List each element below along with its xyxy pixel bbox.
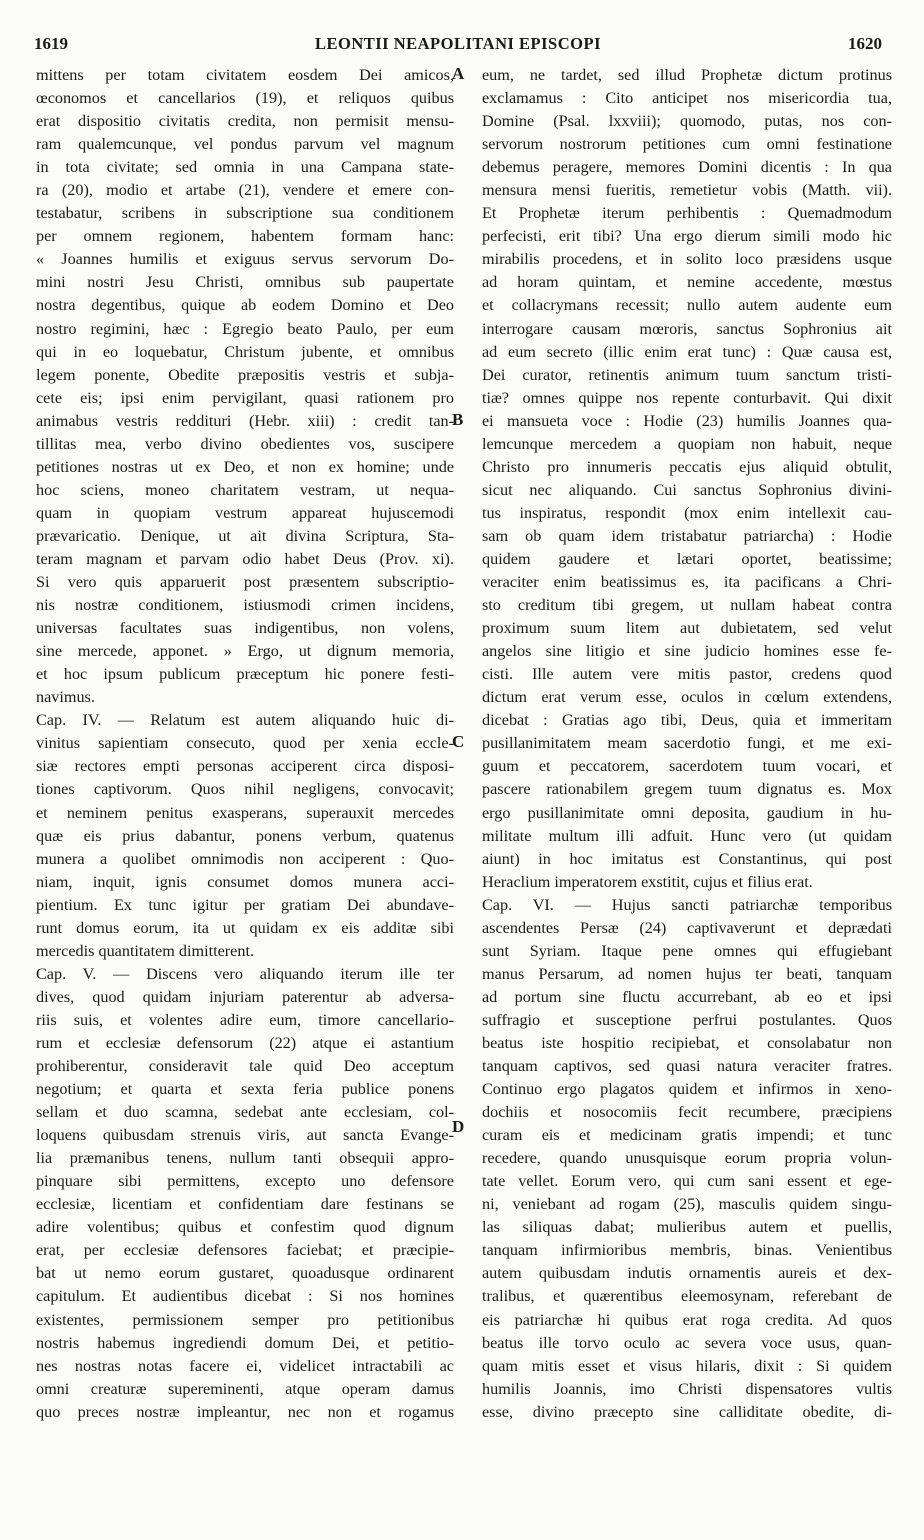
- text-line: quo preces nostræ impleantur, nec non et rogamus: [36, 1402, 454, 1421]
- text-line: quidem gaudere et lætari oportet, beatissime;: [482, 549, 892, 568]
- text-line: tiæ? omnes quippe nos repente conturbavit. Qui dixit: [482, 388, 892, 407]
- text-line: tralibus, et quærentibus eleemosynam, referebant de: [482, 1287, 892, 1306]
- text-line: qui in eo loquebatur, Christum jubente, et omnibus: [36, 342, 454, 361]
- text-line: munera a quolibet omnimodis non acciperent : Quo-: [36, 849, 454, 868]
- text-line: proximum suum litem aut dubietatem, sed velut: [482, 619, 892, 638]
- text-line: sine mercede, apponet. » Ergo, ut dignum memoria,: [36, 642, 454, 661]
- text-line: Heraclium imperatorem exstitit, cujus et filius erat.: [482, 872, 813, 891]
- text-line: ergo pusillanimitate omni deposita, gaudium in hu-: [482, 803, 892, 822]
- text-line: legem ponente, Obedite præpositis vestris et subja-: [36, 365, 454, 384]
- text-line: mercedis quantitatem dimitterent.: [36, 941, 255, 960]
- text-line: animabus vestris reddituri (Hebr. xiii) : credit tan-: [36, 411, 454, 430]
- text-line: testabatur, scribens in subscriptione sua conditionem: [36, 204, 454, 223]
- text-line: siæ rectores empti personas acciperent circa disposi-: [36, 757, 454, 776]
- text-line: dives, quod quidam injuriam paterentur ab adversa-: [36, 987, 454, 1006]
- text-line: ascendentes Persæ (24) captivaverunt et deprædati: [482, 918, 892, 937]
- text-line: Dei curator, retinentis animum tuum sanctum tristi-: [482, 365, 892, 384]
- margin-marker-b: B: [452, 410, 464, 429]
- text-line: autem quibusdam indutis ornamentis aureis et dex-: [482, 1264, 892, 1283]
- text-line: « Joannes humilis et exiguus servus servorum Do-: [36, 250, 454, 269]
- text-line: Cap. V. — Discens vero aliquando iterum ille ter: [36, 964, 454, 983]
- text-line: beatus iste hospitio recipiebat, et consolabatur non: [482, 1033, 892, 1052]
- text-line: cete eis; ipsi enim pervigilant, quasi rationem pro: [36, 388, 454, 407]
- text-line: sellam et duo scamna, sedebat ante ecclesiam, col-: [36, 1103, 454, 1122]
- text-line: exclamamus : Cito anticipet nos misericordia tua,: [482, 89, 892, 108]
- text-line: et collacrymans recessit; nullo autem audente eum: [482, 296, 892, 315]
- text-line: tillitas mea, verbo divino obedientes vos, suscipere: [36, 434, 454, 453]
- text-line: prohiberentur, consideravit tale quid Deo acceptum: [36, 1057, 454, 1076]
- text-line: et neminem penitus exasperans, superauxit mercedes: [36, 803, 454, 822]
- text-line: teram magnam et parvam odio habet Deus (Prov. xi).: [36, 549, 454, 568]
- text-line: dochiis et nosocomiis fecit recumbere, præcipiens: [482, 1103, 892, 1122]
- right-page-number: 1620: [848, 34, 882, 53]
- text-line: navimus.: [36, 688, 95, 707]
- text-line: quæ eis prius dabantur, ponens verbum, quatenus: [36, 826, 454, 845]
- text-line: rum et ecclesiæ defensorum (22) atque ei astantium: [36, 1033, 454, 1052]
- text-line: nis nostræ conditionem, istiusmodi crimen incidens,: [36, 596, 454, 615]
- text-line: Si vero quis apparuerit post præsentem subscriptio-: [36, 573, 454, 592]
- text-line: ad eum secreto (illic enim erat tunc) : Quæ causa est,: [482, 342, 892, 361]
- text-line: runt domus eorum, ita ut quidam ex eis additæ sibi: [36, 918, 454, 937]
- left-page-number: 1619: [34, 34, 68, 53]
- page-header: [34, 34, 882, 60]
- text-line: universas facultates suas indigentibus, non volens,: [36, 619, 454, 638]
- text-line: pusillanimitatem meam sacerdotio fungi, et me exi-: [482, 734, 892, 753]
- text-line: guum et peccatorem, sacerdotem tuum vocari, et: [482, 757, 892, 776]
- text-line: angelos sine litigio et sine judicio homines esse fe-: [482, 642, 892, 661]
- text-line: sto creditum tibi gregem, ut nullam habeat contra: [482, 596, 892, 615]
- text-line: petitiones nostras ut ex Deo, et non ex homine; unde: [36, 457, 454, 476]
- text-line: ni, veniebant ad rogam (25), masculis quidem singu-: [482, 1195, 892, 1214]
- text-line: vinitus sapientiam consecuto, quod per xenia eccle-: [36, 734, 454, 753]
- text-line: aiunt) in hoc imitatus est Constantinus, qui post: [482, 849, 892, 868]
- text-line: et hoc ipsum publicum præceptum hic ponere festi-: [36, 665, 454, 684]
- text-line: tanquam captivos, sed quasi natura veraciter fratres.: [482, 1057, 892, 1076]
- text-line: loquens quibusdam strenuis viris, aut sancta Evange-: [36, 1126, 454, 1145]
- text-line: in tota civitate; sed omnia in una Campana state-: [36, 158, 454, 177]
- margin-marker-a: A: [452, 64, 465, 83]
- text-line: lia præmanibus tenens, nullum tanti obsequii appro-: [36, 1149, 454, 1168]
- text-line: Christo pro innumeris peccatis ejus aliquid obtulit,: [482, 457, 892, 476]
- text-line: sicut nec aliquando. Cui sanctus Sophronius divini-: [482, 480, 892, 499]
- text-line: existentes, permissionem semper pro petitionibus: [36, 1310, 454, 1329]
- text-line: adire volentibus; quibus et confestim quod dignum: [36, 1218, 454, 1237]
- text-line: interrogare causam mœroris, sanctus Sophronius ait: [482, 319, 892, 338]
- text-line: hoc sciens, moneo charitatem vestram, ut nequa-: [36, 480, 454, 499]
- text-line: quam in quopiam vestrum appareat hujuscemodi: [36, 503, 454, 522]
- text-line: sunt Syriam. Itaque pene omnes qui effugiebant: [482, 941, 892, 960]
- text-line: Continuo ergo plagatos quidem et infirmos in xeno-: [482, 1080, 892, 1099]
- text-line: ram qualemcunque, vel pondus parvum vel magnum: [36, 135, 454, 154]
- text-line: ecclesiæ, licentiam et confidentiam dare festinans se: [36, 1195, 454, 1214]
- text-line: nostra degentibus, quique ab eodem Domino et Deo: [36, 296, 454, 315]
- text-line: dictum erat verum esse, oculos in cœlum extendens,: [482, 688, 892, 707]
- running-title: LEONTII NEAPOLITANI EPISCOPI: [314, 34, 601, 53]
- text-line: militate multum illi adfuit. Hunc vero (ut quidam: [482, 826, 892, 845]
- text-line: cisti. Ille autem vere mitis pastor, credens quod: [482, 665, 892, 684]
- text-line: mittens per totam civitatem eosdem Dei amicos,: [36, 66, 454, 84]
- text-line: prævaricatio. Denique, ut ait divina Scriptura, Sta-: [36, 526, 454, 545]
- text-line: humilis Joannis, imo Christi dispensatores vultis: [482, 1379, 892, 1398]
- text-line: pinquare sibi permittens, excepto uno defensore: [36, 1172, 454, 1191]
- text-line: erat, per ecclesiæ defensores faciebat; et præcipie-: [36, 1241, 454, 1260]
- text-line: nostris habemus ingrediendi domum Dei, et petitio-: [36, 1333, 454, 1352]
- text-line: mirabilis procedens, et in solito loco præsidens usque: [482, 250, 892, 269]
- text-line: ad horam quintam, et nemine accedente, mœstus: [482, 273, 892, 292]
- text-line: eis patriarchæ hi quibus erat roga credita. Ad quos: [482, 1310, 892, 1329]
- text-line: Cap. IV. — Relatum est autem aliquando huic di-: [36, 711, 454, 730]
- text-line: debemus peragere, memores Domini dicentis : In qua: [482, 158, 892, 177]
- text-line: tanquam infirmioribus membris, binas. Venientibus: [482, 1241, 892, 1260]
- text-line: beatus ille torvo oculo ac severa voce usus, quan-: [482, 1333, 892, 1352]
- text-line: Et Prophetæ iterum perhibentis : Quemadmodum: [482, 204, 892, 223]
- left-text-column: [36, 64, 454, 1424]
- text-line: pientium. Ex tunc igitur per gratiam Dei abundave-: [36, 895, 454, 914]
- text-line: nes nostras notas facere ei, videlicet intractabili ac: [36, 1356, 454, 1375]
- text-line: Domine (Psal. lxxviii); quomodo, putas, nos con-: [482, 112, 892, 131]
- text-line: servorum nostrorum petitiones cum omni festinatione: [482, 135, 892, 154]
- text-line: bat ut nemo eorum gustaret, quoadusque ordinarent: [36, 1264, 454, 1283]
- text-line: niam, inquit, ignis consumet domos munera acci-: [36, 872, 454, 891]
- text-line: ad portum sine fluctu accurrebant, ab eo et ipsi: [482, 987, 892, 1006]
- text-line: omni creaturæ supereminenti, atque operam damus: [36, 1379, 454, 1398]
- text-line: riis suis, et volentes adire eum, timore cancellario-: [36, 1010, 454, 1029]
- text-line: esse, divino præcepto sine calliditate obedite, di-: [482, 1402, 892, 1421]
- text-line: pascere rationabilem gregem tuum dignatus es. Mox: [482, 780, 892, 799]
- text-line: mensura mensi fueritis, remetietur vobis (Matth. vii).: [482, 181, 892, 200]
- text-line: dicebat : Gratias ago tibi, Deus, quia et immeritam: [482, 711, 892, 730]
- text-line: capitulum. Et audientibus dicebat : Si nos homines: [36, 1287, 454, 1306]
- text-line: œconomos et cancellarios (19), et reliquos quibus: [36, 89, 454, 108]
- text-line: quam mitis esset et visus hilaris, dixit : Si quidem: [482, 1356, 892, 1375]
- text-line: suffragio et susceptione perfrui postulantes. Quos: [482, 1010, 892, 1029]
- text-line: Cap. VI. — Hujus sancti patriarchæ temporibus: [482, 895, 892, 914]
- text-line: lemcunque mercedem a quopiam non habuit, neque: [482, 434, 892, 453]
- text-line: ra (20), modio et artabe (21), vendere et emere con-: [36, 181, 454, 200]
- margin-marker-d: D: [452, 1117, 465, 1136]
- text-line: recedere, quando unusquisque eorum propria volun-: [482, 1149, 892, 1168]
- text-line: eum, ne tardet, sed illud Prophetæ dictum protinus: [482, 66, 892, 84]
- text-line: per omnem regionem, habentem formam hanc:: [36, 227, 454, 246]
- text-line: ei mansueta voce : Hodie (23) humilis Joannes qua-: [482, 411, 892, 430]
- text-line: las siliquas dabat; mulieribus autem et puellis,: [482, 1218, 892, 1237]
- text-line: manus Persarum, ad nomen hujus ter beati, tanquam: [482, 964, 892, 983]
- text-line: nostro regimini, hæc : Egregio beato Paulo, per eum: [36, 319, 454, 338]
- text-line: tiones captivorum. Quos nihil negligens, convocavit;: [36, 780, 454, 799]
- text-line: mini nostri Jesu Christi, omnibus sub paupertate: [36, 273, 454, 292]
- text-line: tate vellet. Eorum vero, qui cum sani essent et ege-: [482, 1172, 892, 1191]
- text-line: veraciter enim beatissimus es, ita pacificans a Chri-: [482, 573, 892, 592]
- text-line: perfecisti, erit tibi? Una ergo dierum simili modo hic: [482, 227, 892, 246]
- text-line: negotium; et quarta et sexta feria publice ponens: [36, 1080, 454, 1099]
- margin-marker-c: C: [452, 732, 465, 751]
- text-line: tus inspiratus, respondit (mox enim intellexit cau-: [482, 503, 892, 522]
- text-line: erat dispositio civitatis credita, non permisit mensu-: [36, 112, 454, 131]
- text-line: sam ob quam idem tristabatur patriarcha) : Hodie: [482, 526, 892, 545]
- text-line: curam eis et medicinam gratis impendi; et tunc: [482, 1126, 892, 1145]
- right-text-column: [482, 64, 892, 1424]
